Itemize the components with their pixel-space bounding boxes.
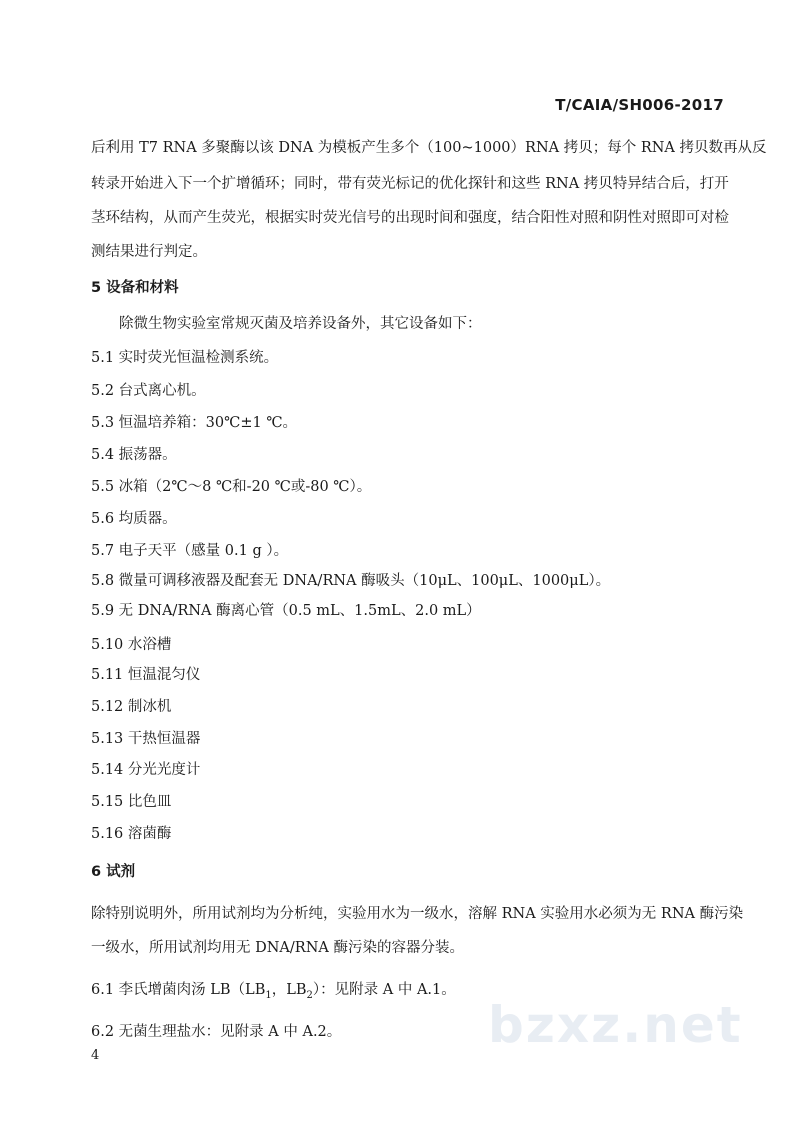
list-item: 5.9 无 DNA/RNA 酶离心管（0.5 mL、1.5mL、2.0 mL）	[91, 603, 481, 619]
intro-line-2: 转录开始进入下一个扩增循环；同时，带有荧光标记的优化探针和这些 RNA 拷贝特异结合后，打开	[91, 176, 729, 192]
intro-line-1: 后利用 T7 RNA 多聚酶以该 DNA 为模板产生多个（100~1000）RNA 拷贝；每个 RNA 拷贝数再从反	[91, 140, 767, 156]
list-item: 5.13 干热恒温器	[91, 731, 201, 747]
list-item: 5.5 冰箱（2℃～8 ℃和-20 ℃或-80 ℃）。	[91, 479, 372, 495]
list-item: 5.1 实时荧光恒温检测系统。	[91, 350, 279, 366]
list-item: 5.8 微量可调移液器及配套无 DNA/RNA 酶吸头（10μL、100μL、1000μL）。	[91, 573, 611, 589]
list-item: 5.14 分光光度计	[91, 762, 201, 778]
watermark: bzxz.net	[488, 996, 743, 1054]
list-item: 5.6 均质器。	[91, 511, 177, 527]
list-item: 5.4 振荡器。	[91, 447, 177, 463]
list-item: 5.16 溶菌酶	[91, 826, 172, 842]
subscript-2: 2	[306, 989, 313, 1001]
intro-line-3: 茎环结构，从而产生荧光，根据实时荧光信号的出现时间和强度，结合阳性对照和阴性对照即可对检	[91, 210, 729, 226]
list-item: 5.7 电子天平（感量 0.1 g ）。	[91, 543, 289, 559]
section-6-line-2: 一级水，所用试剂均用无 DNA/RNA 酶污染的容器分装。	[91, 940, 464, 956]
reagent-item-6-1	[91, 978, 456, 1001]
list-item: 5.2 台式离心机。	[91, 383, 206, 399]
intro-line-4: 测结果进行判定。	[91, 244, 207, 260]
reagent-item-6-2: 6.2 无菌生理盐水：见附录 A 中 A.2。	[91, 1024, 342, 1040]
reagent-6-1-mid: ，LB	[271, 982, 307, 998]
list-item: 5.12 制冰机	[91, 699, 172, 715]
list-item: 5.15 比色皿	[91, 794, 172, 810]
section-5-intro: 除微生物实验室常规灭菌及培养设备外，其它设备如下：	[119, 316, 482, 332]
section-6-heading: 6 试剂	[91, 864, 136, 880]
list-item: 5.11 恒温混匀仪	[91, 667, 201, 683]
list-item: 5.3 恒温培养箱：30℃±1 ℃。	[91, 415, 298, 431]
reagent-6-1-suffix: ）：见附录 A 中 A.1。	[312, 982, 456, 998]
page-number: 4	[91, 1048, 100, 1063]
subscript-1: 1	[265, 989, 272, 1001]
list-item: 5.10 水浴槽	[91, 637, 172, 653]
standard-code: T/CAIA/SH006-2017	[555, 96, 724, 114]
reagent-6-1-prefix: 6.1 李氏增菌肉汤 LB（LB	[91, 982, 266, 998]
section-5-heading: 5 设备和材料	[91, 280, 179, 296]
section-6-line-1: 除特别说明外，所用试剂均为分析纯，实验用水为一级水，溶解 RNA 实验用水必须为无 RNA 酶污染	[91, 906, 744, 922]
